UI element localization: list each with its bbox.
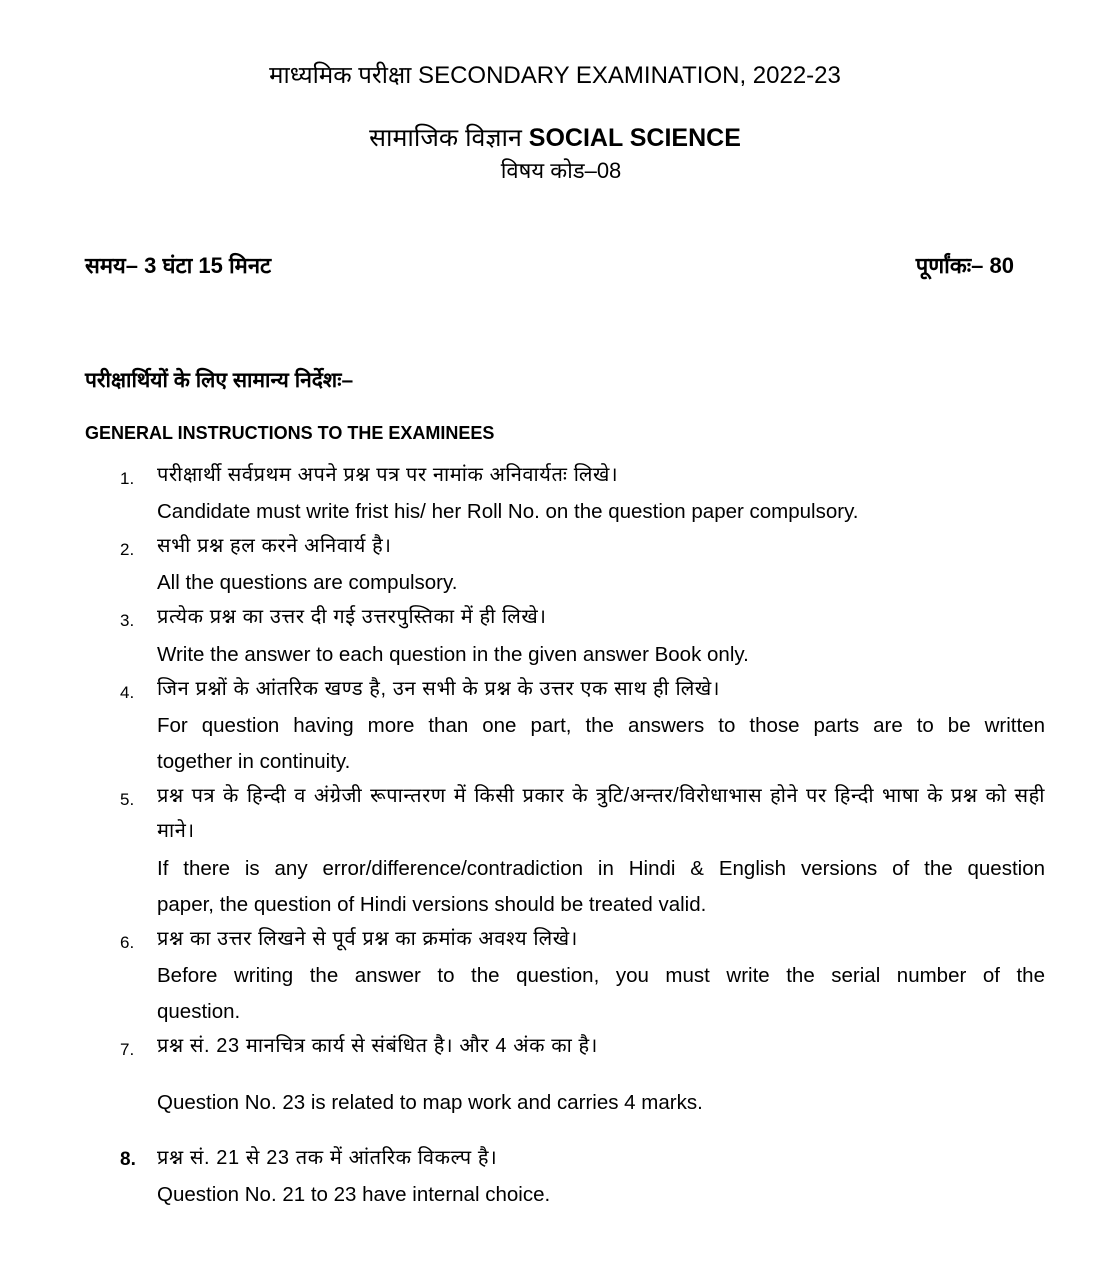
subject-code: विषय कोड–08 — [500, 158, 622, 183]
subject-title-hindi: सामाजिक विज्ञान — [369, 124, 522, 152]
instruction-number: 7. — [120, 1040, 135, 1059]
instruction-number: 8. — [120, 1149, 136, 1170]
instruction-text-english-line-2: together in continuity. — [157, 750, 351, 773]
instructions-heading-hindi: परीक्षार्थियों के लिए सामान्य निर्देशः– — [85, 369, 354, 392]
time-allowed: समय– 3 घंटा 15 मिनट — [85, 253, 272, 278]
instruction-text-hindi: परीक्षार्थी सर्वप्रथम अपने प्रश्न पत्र पर नामांक अनिवार्यतः लिखे। — [157, 464, 619, 486]
instruction-text-english-line-2: paper, the question of Hindi versions should be treated valid. — [157, 893, 707, 916]
instruction-number: 4. — [120, 683, 135, 702]
instruction-text-english: Candidate must write frist his/ her Roll No. on the question paper compulsory. — [157, 500, 859, 523]
instruction-text-english: Question No. 21 to 23 have internal choice. — [157, 1183, 551, 1206]
instruction-text-hindi: प्रश्न पत्र के हिन्दी व अंग्रेजी रूपान्तरण में किसी प्रकार के त्रुटि/अन्तर/विरोधाभास होने पर हिन्दी भाषा के प्रश्न को सही माने। — [157, 785, 1045, 842]
exam-title: माध्यमिक परीक्षा SECONDARY EXAMINATION, 2022-23 — [269, 62, 841, 89]
subject-title — [0, 120, 1110, 154]
instruction-text-english-line-1: Before writing the answer to the question, you must write the serial number of the — [157, 964, 1045, 987]
instruction-text-english: Write the answer to each question in the given answer Book only. — [157, 643, 749, 666]
instruction-text-hindi: प्रत्येक प्रश्न का उत्तर दी गई उत्तरपुस्तिका में ही लिखे। — [157, 606, 547, 628]
subject-title-english: SOCIAL SCIENCE — [528, 124, 741, 152]
instruction-text-hindi: सभी प्रश्न हल करने अनिवार्य है। — [157, 535, 392, 557]
instruction-text-english-line-1: For question having more than one part, the answers to those parts are to be written — [157, 714, 1045, 737]
instruction-number: 2. — [120, 540, 135, 559]
instruction-text-english-line-1: If there is any error/difference/contradiction in Hindi & English versions of the question — [157, 857, 1045, 880]
instruction-text-hindi: प्रश्न का उत्तर लिखने से पूर्व प्रश्न का क्रमांक अवश्य लिखे। — [157, 928, 578, 950]
instruction-text-english: Question No. 23 is related to map work and carries 4 marks. — [157, 1091, 703, 1114]
instruction-number: 1. — [120, 469, 135, 488]
instruction-number: 6. — [120, 933, 135, 952]
instruction-text-hindi: प्रश्न सं. 23 मानचित्र कार्य से संबंधित है। और 4 अंक का है। — [157, 1035, 598, 1057]
instructions-heading-english: GENERAL INSTRUCTIONS TO THE EXAMINEES — [85, 423, 495, 443]
instruction-text-english-line-2: question. — [157, 1000, 241, 1023]
instruction-text-english: All the questions are compulsory. — [157, 571, 458, 594]
instruction-number: 3. — [120, 611, 135, 630]
instruction-text-hindi: प्रश्न सं. 21 से 23 तक में आंतरिक विकल्प है। — [157, 1147, 498, 1169]
instruction-number: 5. — [120, 790, 135, 809]
maximum-marks: पूर्णांकः– 80 — [915, 253, 1014, 278]
instruction-text-hindi: जिन प्रश्नों के आंतरिक खण्ड है, उन सभी के प्रश्न के उत्तर एक साथ ही लिखे। — [157, 678, 721, 700]
